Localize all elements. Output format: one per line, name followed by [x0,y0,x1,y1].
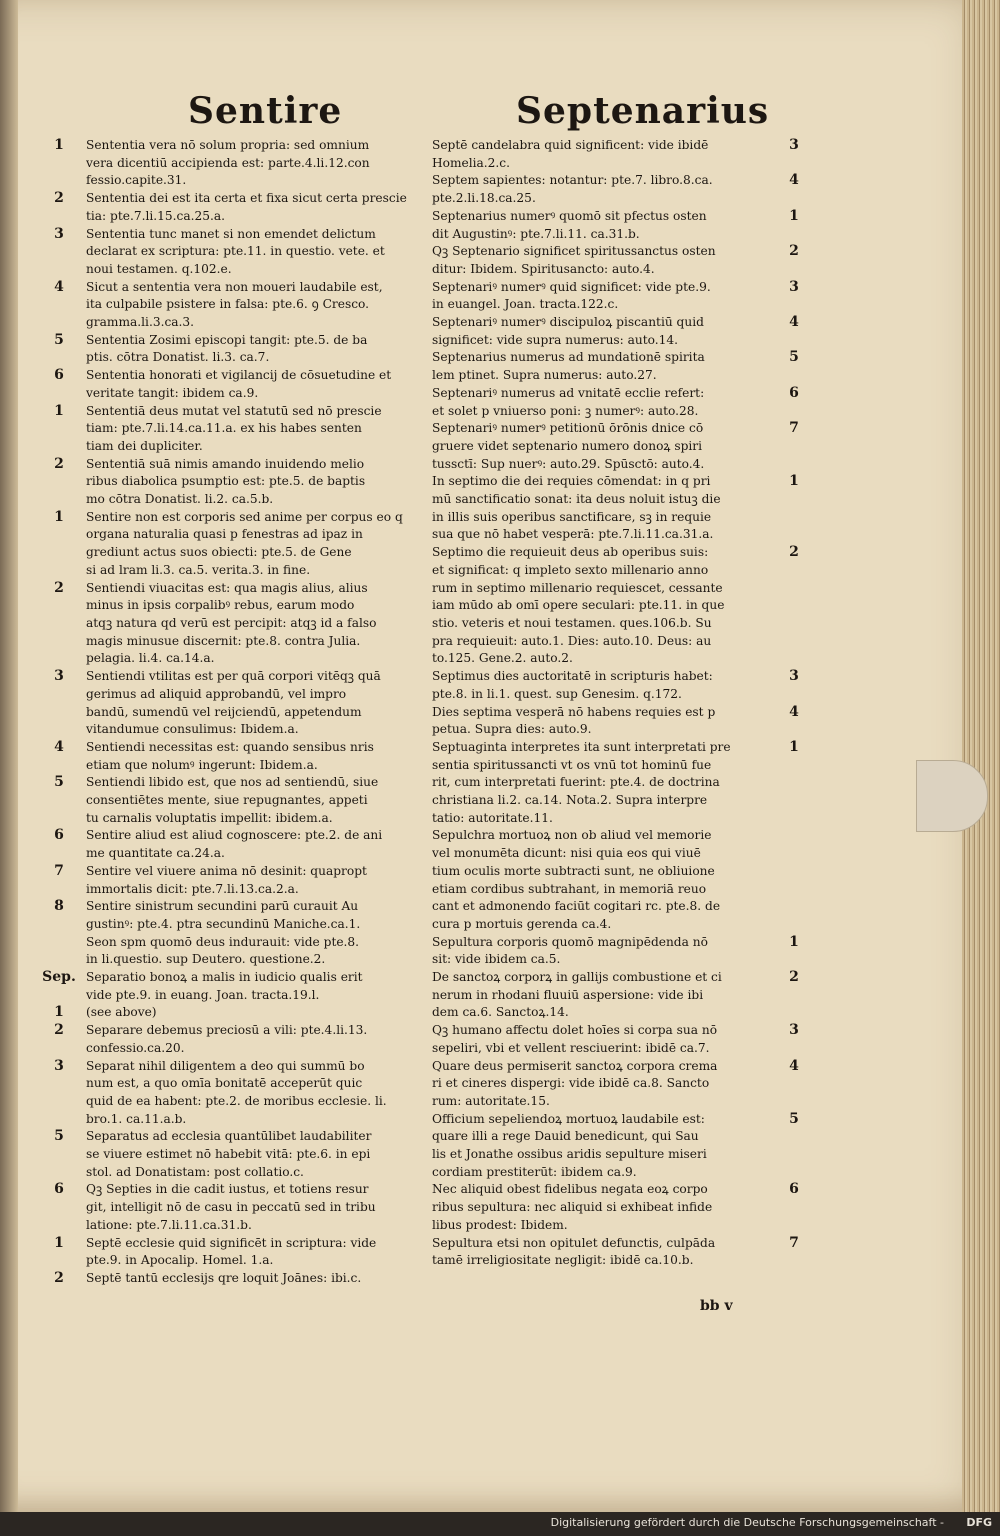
entry-number: 1 [54,1004,64,1021]
footer-credit: Digitalisierung gefördert durch die Deutsche Forschungsgemeinschaft - [550,1516,944,1529]
entry-line: ribus sepultura: nec aliquid si exhibeat infide [432,1200,713,1215]
index-entry [40,668,432,739]
entry-number: 4 [54,278,64,295]
index-entry [40,1004,432,1022]
entry-text [86,934,432,969]
entry-text [432,172,804,207]
entry-number: 4 [54,738,64,755]
entry-number: 1 [54,1234,64,1251]
entry-line: ita culpabile psistere in falsa: pte.6. ꝯ Cresco. [86,297,370,312]
index-entry [40,226,432,279]
entry-text [86,898,432,933]
entry-line: dit Augustinꝰ: pte.7.li.11. ca.31.b. [432,226,640,241]
entry-text [432,544,804,668]
entry-text [432,137,804,172]
entry-text [86,226,432,279]
entry-line: tussctī: Sup nuerꝰ: auto.29. Spūsctō: auto.4. [432,456,705,471]
entry-line: stio. veteris et noui testamen. ques.106.b. Su [432,615,712,630]
entry-line: Separare debemus preciosū a vili: pte.4.li.13. [86,1023,368,1038]
index-entry [432,314,804,349]
index-entry [432,349,804,384]
entry-line: Sentire vel viuere anima nō desinit: quapropt [86,863,367,878]
entry-text [86,332,432,367]
entry-number: 3 [54,225,64,242]
entry-line: in li.questio. sup Deutero. questione.2. [86,952,326,967]
entry-line: minus in ipsis corpalibꝰ rebus, earum modo [86,598,355,613]
entry-text [86,1004,432,1022]
index-entry [40,456,432,509]
entry-text [86,1128,432,1181]
entry-number: 7 [789,420,799,437]
entry-text [86,1270,432,1288]
entry-text [432,1058,804,1111]
entry-line: lis et Jonathe ossibus aridis sepulture miseri [432,1147,707,1162]
entry-line: Homelia.2.c. [432,155,510,170]
entry-line: grediunt actus suos obiecti: pte.5. de Gene [86,545,352,560]
entry-line: organa naturalia quasi p fenestras ad ipaz in [86,527,363,542]
entry-number: 5 [789,349,799,366]
index-entry [40,1181,432,1234]
entry-text [86,1181,432,1234]
index-entry [40,934,432,969]
entry-line: immortalis dicit: pte.7.li.13.ca.2.a. [86,881,299,896]
page-tab-marker [916,760,988,832]
entry-line: dem ca.6. Sanctoꝝ.14. [432,1005,569,1020]
entry-line: etiam cordibus subtrahant, in memoriā reuo [432,881,707,896]
entry-number: 3 [54,668,64,685]
index-entry [432,172,804,207]
entry-line: sit: vide ibidem ca.5. [432,952,561,967]
entry-line: rum in septimo millenario requiescet, cessante [432,580,723,595]
entry-line: ptis. cōtra Donatist. li.3. ca.7. [86,350,270,365]
index-entry [40,367,432,402]
entry-line: sentia spiritussancti vt os vnū tot hominū fue [432,757,712,772]
index-entry [40,1235,432,1270]
entry-text [86,403,432,456]
entry-number: 5 [54,331,64,348]
entry-number: 3 [789,137,799,153]
entry-line: Sepultura corporis quomō magnipēdenda nō [432,934,708,949]
index-entry [40,403,432,456]
entry-line: tium oculis morte subtracti sunt, ne obliuione [432,863,715,878]
index-entry [432,385,804,420]
entry-text [86,863,432,898]
entry-line: ribus diabolica psumptio est: pte.5. de baptis [86,474,366,489]
entry-line: rit, cum interpretati fuerint: pte.4. de doctrina [432,775,720,790]
dfg-logo: DFG [966,1516,992,1529]
entry-line: pte.9. in Apocalip. Homel. 1.a. [86,1253,274,1268]
entry-line: Septenariꝰ numerꝰ quid significet: vide pte.9. [432,279,711,294]
entry-number: 1 [54,402,64,419]
entry-number: 1 [789,738,799,755]
entry-line: tiam: pte.7.li.14.ca.11.a. ex his habes senten [86,421,362,436]
entry-line: De sanctoꝝ corporꝝ in gallijs combustione et ci [432,970,722,985]
entry-text [432,934,804,969]
right-column [432,137,804,1270]
entry-line: me quantitate ca.24.a. [86,846,225,861]
entry-line: et solet p vniuerso poni: ꝫ numerꝰ: auto.28. [432,403,699,418]
entry-line: significet: vide supra numerus: auto.14. [432,332,679,347]
entry-text [432,279,804,314]
gutter-shadow [0,0,18,1512]
entry-line: Qꝫ Septies in die cadit iustus, et totiens resur [86,1182,369,1197]
entry-line: Sepultura etsi non opitulet defunctis, culpāda [432,1235,716,1250]
entry-text [432,385,804,420]
entry-text [86,509,432,580]
index-entry [432,1022,804,1057]
entry-text [86,1235,432,1270]
entry-number: 4 [789,172,799,189]
entry-line: vera dicentiū accipienda est: parte.4.li.12.con [86,155,370,170]
entry-line: Sicut a sententia vera non moueri laudabile est, [86,279,383,294]
entry-line: in euangel. Joan. tracta.122.c. [432,297,619,312]
entry-number: 1 [789,473,799,490]
index-entry [432,969,804,1022]
entry-line: vide pte.9. in euang. Joan. tracta.19.l. [86,987,320,1002]
entry-number: 2 [54,190,64,207]
entry-line: stol. ad Donatistam: post collatio.c. [86,1164,304,1179]
entry-line: Qꝫ humano affectu dolet hoīes si corpa sua nō [432,1023,718,1038]
entry-number: 2 [54,579,64,596]
entry-number: 3 [789,278,799,295]
entry-line: christiana li.2. ca.14. Nota.2. Supra interpre [432,793,708,808]
entry-text [86,580,432,669]
entry-number: 3 [789,668,799,685]
entry-text [432,704,804,739]
entry-text [432,1022,804,1057]
entry-line: Septē candelabra quid significent: vide ibidē [432,138,709,152]
entry-line: veritate tangit: ibidem ca.9. [86,385,259,400]
entry-text [86,827,432,862]
entry-line: latione: pte.7.li.11.ca.31.b. [86,1217,252,1232]
index-entry [40,190,432,225]
index-entry [40,332,432,367]
entry-line: magis minusue discernit: pte.8. contra Julia. [86,633,361,648]
index-entry [40,969,432,1004]
entry-line: Separatio bonoꝝ a malis in iudicio qualis erit [86,970,363,985]
entry-line: cordiam prestiterūt: ibidem ca.9. [432,1164,637,1179]
running-head-right: Septenarius [516,90,770,132]
index-entry [432,420,804,473]
entry-number: 1 [789,933,799,950]
entry-line: tatio: autoritate.11. [432,810,553,825]
index-entry [40,863,432,898]
index-entry [432,279,804,314]
entry-line: Sentire sinistrum secundini parū curauit Au [86,899,359,914]
entry-line: gramma.li.3.ca.3. [86,315,195,330]
entry-number: Sep. [42,969,76,986]
entry-line: si ad lram li.3. ca.5. verita.3. in fine. [86,562,311,577]
entry-line: Sententia Zosimi episcopi tangit: pte.5. de ba [86,332,368,347]
entry-text [86,190,432,225]
entry-line: Sepulchra mortuoꝝ non ob aliud vel memorie [432,828,712,843]
entry-line: libus prodest: Ibidem. [432,1217,568,1232]
entry-line: Septē ecclesie quid significēt in scriptura: vide [86,1235,377,1250]
entry-number: 4 [789,314,799,331]
entry-line: ditur: Ibidem. Spiritusancto: auto.4. [432,261,655,276]
entry-line: rum: autoritate.15. [432,1093,550,1108]
entry-number: 4 [789,703,799,720]
entry-number: 2 [54,455,64,472]
entry-line: vel monumēta dicunt: nisi quia eos qui viuē [432,846,701,861]
entry-line: Sentiendi necessitas est: quando sensibus nris [86,739,374,754]
entry-text [432,243,804,278]
entry-text [432,969,804,1022]
running-head-left: Sentire [188,90,343,132]
entry-number: 1 [54,508,64,525]
entry-line: mo cōtra Donatist. li.2. ca.5.b. [86,492,274,507]
entry-line: Septem sapientes: notantur: pte.7. libro.8.ca. [432,173,713,188]
entry-line: gerimus ad aliquid approbandū, vel impro [86,686,347,701]
entry-text [432,1111,804,1182]
entry-line: Sententia tunc manet si non emendet delictum [86,226,376,241]
entry-number: 5 [54,1128,64,1145]
entry-line: Septenarius numerꝰ quomō sit pfectus osten [432,208,707,223]
index-entry [432,934,804,969]
entry-line: Septuaginta interpretes ita sunt interpretati pre [432,739,731,754]
entry-line: pelagia. li.4. ca.14.a. [86,651,215,666]
entry-line: consentiētes mente, siue repugnantes, appeti [86,793,368,808]
entry-text [432,208,804,243]
entry-line: to.125. Gene.2. auto.2. [432,651,573,666]
entry-text [432,739,804,828]
index-entry [40,1022,432,1057]
index-entry [432,1111,804,1182]
entry-text [432,349,804,384]
entry-line: Sentiendi viuacitas est: qua magis alius, alius [86,580,368,595]
entry-number: 2 [54,1270,64,1286]
entry-text [432,668,804,703]
entry-line: Separatus ad ecclesia quantūlibet laudabiliter [86,1129,372,1144]
entry-number: 2 [54,1022,64,1039]
index-entry [432,704,804,739]
entry-number: 2 [789,969,799,986]
index-entry [40,509,432,580]
digitization-footer [0,1512,1000,1536]
entry-line: sepeliri, vbi et vellent resciuerint: ibidē ca.7. [432,1040,710,1055]
index-entry [432,1058,804,1111]
index-entry [432,243,804,278]
entry-line: se viuere estimet nō habebit vitā: pte.6. in epi [86,1147,371,1162]
entry-line: et significat: q impleto sexto millenario anno [432,562,709,577]
entry-line: (see above) [86,1005,157,1020]
index-entry [40,898,432,933]
entry-text [86,774,432,827]
entry-number: 2 [789,544,799,561]
entry-line: noui testamen. q.102.e. [86,261,232,276]
entry-text [432,1181,804,1234]
entry-number: 5 [54,774,64,791]
entry-line: pte.2.li.18.ca.25. [432,191,536,206]
entry-number: 6 [54,1181,64,1198]
entry-line: Sententia vera nō solum propria: sed omnium [86,138,370,152]
entry-line: tamē irreligiositate negligit: ibidē ca.10.b. [432,1253,694,1268]
entry-line: iam mūdo ab omī opere seculari: pte.11. in que [432,598,725,613]
entry-line: fessio.capite.31. [86,173,187,188]
index-entry [432,208,804,243]
index-entry [432,739,804,828]
entry-line: confessio.ca.20. [86,1040,185,1055]
entry-number: 2 [789,243,799,260]
entry-number: 4 [789,1057,799,1074]
entry-line: sua que nō habet vesperā: pte.7.li.11.ca.31.a. [432,527,714,542]
entry-line: Officium sepeliendoꝝ mortuoꝝ laudabile est: [432,1111,705,1126]
entry-line: gustinꝰ: pte.4. ptra secundinū Maniche.ca.1. [86,916,361,931]
entry-line: etiam que nolumꝰ ingerunt: Ibidem.a. [86,757,318,772]
entry-line: Seon spm quomō deus indurauit: vide pte.8. [86,934,360,949]
entry-line: Sentire aliud est aliud cognoscere: pte.2. de ani [86,828,383,843]
entry-line: tiam dei dupliciter. [86,438,203,453]
entry-line: pte.8. in li.1. quest. sup Genesim. q.172. [432,686,682,701]
index-entry [40,279,432,332]
entry-text [432,1235,804,1270]
entry-text [86,279,432,332]
entry-line: num est, a quo omīa bonitatē acceperūt quic [86,1076,363,1091]
entry-line: Quare deus permiserit sanctoꝝ corpora crema [432,1058,718,1073]
entry-number: 1 [789,207,799,224]
entry-line: nerum in rhodani fluuiū aspersione: vide ibi [432,987,704,1002]
entry-line: Sentiendi vtilitas est per quā corpori vitēqꝫ quā [86,669,381,684]
entry-line: tia: pte.7.li.15.ca.25.a. [86,208,225,223]
index-entry [40,1058,432,1129]
entry-text [86,739,432,774]
entry-line: quid de ea habent: pte.2. de moribus ecclesie. li. [86,1093,387,1108]
entry-number: 6 [789,384,799,401]
entry-line: petua. Supra dies: auto.9. [432,722,592,737]
entry-line: tu carnalis voluptatis impellit: ibidem.a. [86,810,333,825]
index-entry [40,774,432,827]
entry-number: 6 [54,367,64,384]
entry-text [432,827,804,933]
entry-text [432,314,804,349]
entry-number: 7 [54,862,64,879]
entry-number: 6 [789,1181,799,1198]
entry-line: Nec aliquid obest fidelibus negata eoꝝ corpo [432,1182,708,1197]
entry-number: 6 [54,827,64,844]
entry-line: cura p mortuis gerenda ca.4. [432,916,612,931]
entry-line: Separat nihil diligentem a deo qui summū bo [86,1058,365,1073]
entry-line: Sentire non est corporis sed anime per corpus eo q [86,509,403,524]
index-entry [432,544,804,668]
entry-line: lem ptinet. Supra numerus: auto.27. [432,368,657,383]
index-entry [432,473,804,544]
page-edges [962,0,1000,1512]
entry-line: Septenariꝰ numerꝰ discipuloꝝ piscantiū quid [432,315,704,330]
entry-number: 3 [789,1022,799,1039]
entry-line: declarat ex scriptura: pte.11. in questio. vete. et [86,244,385,259]
entry-text [86,367,432,402]
entry-text [86,456,432,509]
entry-number: 5 [789,1110,799,1127]
entry-line: Septenariꝰ numerꝰ petitionū ōrōnis dnice cō [432,421,704,436]
entry-number: 8 [54,898,64,915]
entry-number: 7 [789,1234,799,1251]
index-entry [432,827,804,933]
entry-line: Sententia dei est ita certa et fixa sicut certa prescie [86,191,407,206]
index-entry [432,668,804,703]
index-entry [40,739,432,774]
signature-mark: bb v [700,1298,733,1314]
entry-line: Sententiā deus mutat vel statutū sed nō prescie [86,403,382,418]
index-entry [432,137,804,172]
entry-line: in illis suis operibus sanctificare, sꝫ in requie [432,509,712,524]
entry-line: gruere videt septenario numero donoꝝ spiri [432,438,703,453]
entry-line: Septimus dies auctoritatē in scripturis habet: [432,669,713,684]
index-entry [40,580,432,669]
entry-number: 3 [54,1057,64,1074]
entry-line: bandū, sumendū vel reijciendū, appetendum [86,704,362,719]
entry-line: Sententia honorati et vigilancij de cōsuetudine et [86,368,392,383]
entry-line: Septenarius numerus ad mundationē spirita [432,350,705,365]
entry-text [86,668,432,739]
entry-line: Sentiendi libido est, que nos ad sentiendū, siue [86,775,379,790]
entry-number: 1 [54,137,64,153]
entry-line: In septimo die dei requies cōmendat: in q pri [432,474,711,489]
entry-line: ri et cineres dispergi: vide ibidē ca.8. Sancto [432,1076,710,1091]
entry-line: quare illi a rege Dauid benedicunt, qui Sau [432,1129,699,1144]
entry-line: mū sanctificatio sonat: ita deus noluit istuꝫ die [432,492,721,507]
entry-line: Qꝫ Septenario significet spiritussanctus osten [432,244,716,259]
entry-text [86,137,432,190]
entry-line: Sententiā suā nimis amando inuidendo melio [86,456,365,471]
index-entry [40,137,432,190]
entry-text [86,1058,432,1129]
entry-line: Septenariꝰ numerus ad vnitatē ecclie refert: [432,385,705,400]
entry-line: cant et admonendo faciūt cogitari rc. pte.8. de [432,899,721,914]
index-entry [432,1181,804,1234]
index-entry [40,1128,432,1181]
entry-text [432,473,804,544]
entry-line: pra requieuit: auto.1. Dies: auto.10. Deus: au [432,633,712,648]
entry-line: git, intelligit nō de casu in peccatū sed in tribu [86,1200,376,1215]
entry-text [86,1022,432,1057]
entry-line: Septē tantū ecclesijs qre loquit Joānes: ibi.c. [86,1271,362,1285]
index-entry [40,1270,432,1288]
entry-line: atqꝫ natura qd verū est percipit: atqꝫ id a falso [86,615,377,630]
entry-line: Dies septima vesperā nō habens requies est p [432,704,716,719]
entry-line: vitandumue consulimus: Ibidem.a. [86,722,299,737]
index-entry [432,1235,804,1270]
entry-text [86,969,432,1004]
entry-line: bro.1. ca.11.a.b. [86,1111,187,1126]
entry-line: Septimo die requieuit deus ab operibus suis: [432,545,709,560]
left-column [40,137,432,1288]
index-entry [40,827,432,862]
entry-text [432,420,804,473]
